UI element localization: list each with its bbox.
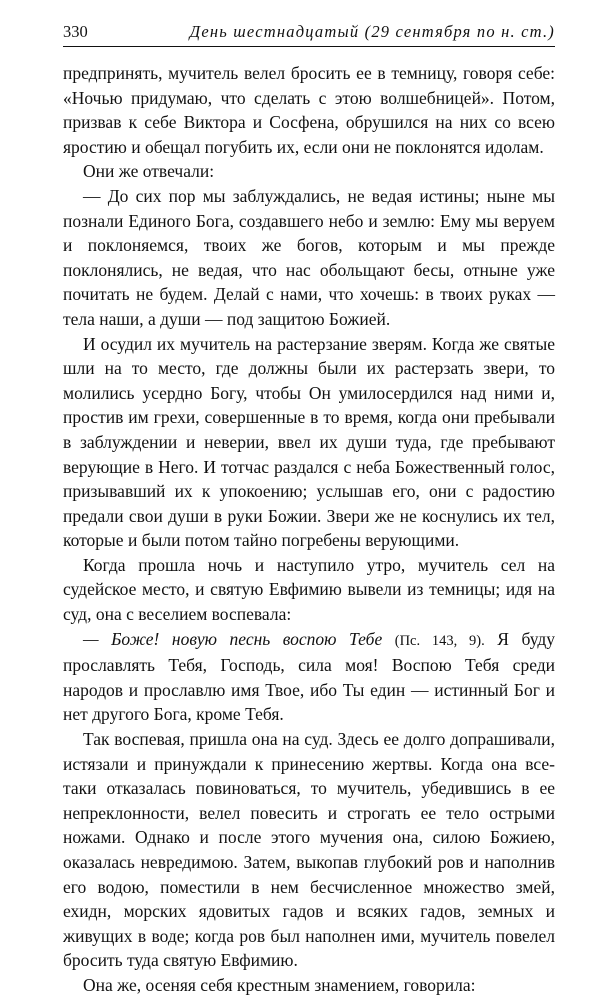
page-number: 330 (63, 22, 88, 41)
paragraph-3: — До сих пор мы заблуждались, не ведая истины; ныне мы познали Единого Бога, создавшего небо и землю: Ему мы веруем и поклоняемся, твоих же богов, которым и мы прежде поклонялись, не ведая, что нас обольщают бесы, отныне уже почитать не будем. Делай с нами, что хочешь: в твоих руках — тела наши, а души — под защитою Божией. (63, 185, 555, 329)
psalm-quote-continuation: Я буду прославлять Тебя, Господь, сила моя! Воспою Тебя среди народов и прославлю имя Твое, ибо Ты един — истинный Бог и нет другого Бога, кроме Тебя. (63, 628, 555, 725)
paragraph-4: И осудил их мучитель на растерзание зверям. Когда же святые шли на то место, где должны были их растерзать звери, то молились усердно Богу, чтобы Он умилосердился над ними и, простив им грехи, совершенные в то время, когда они пребывали в заблуждении и неверии, ввел их души туда, где пребывают верующие в Него. И тотчас раздался с неба Божественный голос, призывавший их к упокоению; услышав его, они с радостию предали свои души в руки Божии. Звери же не коснулись их тел, которые и были потом тайно погребены верующими. (63, 333, 555, 551)
paragraph-7: Так воспевая, пришла она на суд. Здесь ее долго допрашивали, истязали и принуждали к принесению жертвы. Когда она все-таки отказалась повиноваться, то мучитель, убедившись в ее непреклонности, велел повесить и строгать ее тело острыми ножами. Однако и после этого мучения она, силою Божиею, оказалась невредимою. Затем, выкопав глубокий ров и наполнив его водою, поместили в нем бесчисленное множество змей, ехидн, морских ядовитых гадов и всяких гадов, земных и живущих в воде; когда ров был наполнен ими, мучитель повелел бросить туда святую Евфимию. (63, 729, 555, 971)
paragraph-8: Она же, осеняя себя крестным знамением, говорила: (83, 974, 476, 995)
body-text (63, 61, 555, 998)
psalm-quote-italic: — Боже! новую песнь воспою Тебе (83, 628, 383, 649)
paragraph-5: Когда прошла ночь и наступило утро, мучитель сел на судейское место, и святую Евфимию вывели из темницы; идя на суд, она с веселием воспевала: (63, 554, 555, 625)
book-page (63, 22, 555, 998)
psalm-quote-paragraph (63, 627, 555, 727)
paragraph-2: Они же отвечали: (83, 161, 215, 182)
running-header (63, 22, 555, 47)
paragraph-1: предпринять, мучитель велел бросить ее в темницу, говоря себе: «Ночью придумаю, что сделать с этою волшебницей». Потом, призвав к себе Виктора и Сосфена, обрушился на них со всею яростию и обещал погубить их, если они не поклонятся идолам. (63, 63, 555, 157)
scripture-citation: (Пс. 143, 9). (394, 632, 485, 649)
running-title: День шестнадцатый (29 сентября по н. ст.) (189, 22, 555, 41)
